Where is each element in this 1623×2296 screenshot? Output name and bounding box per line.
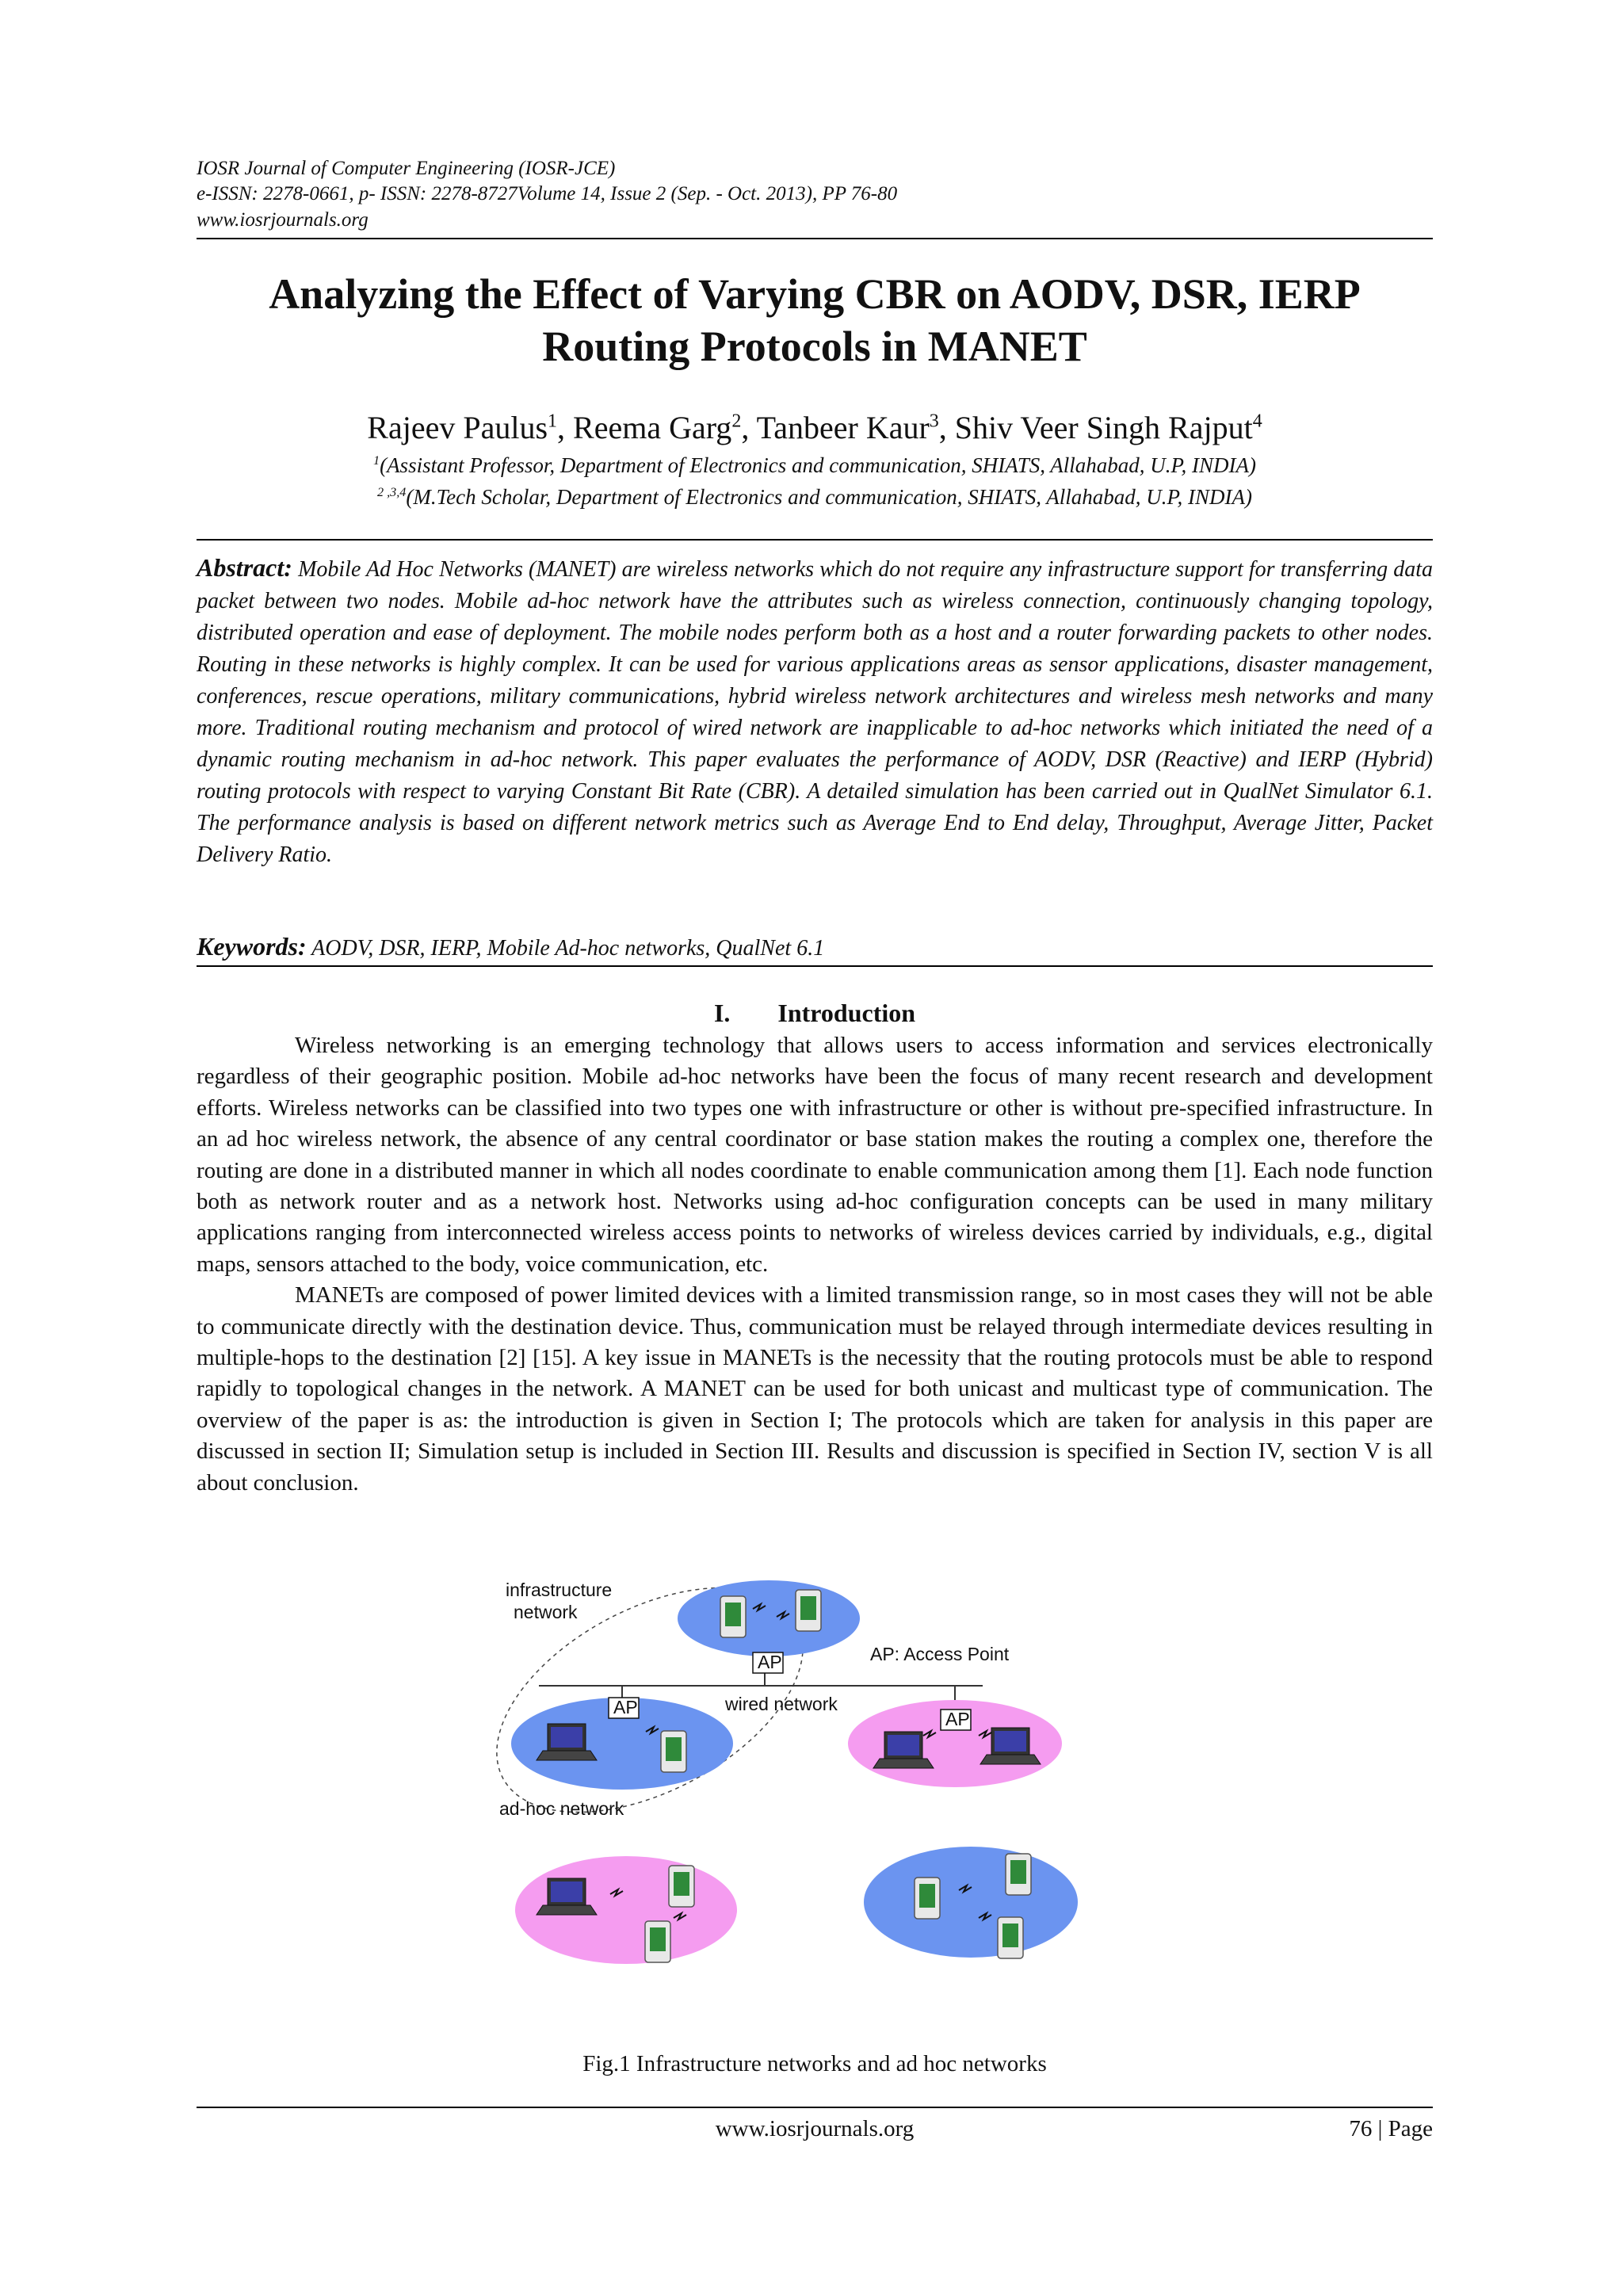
footer-page-number: 76 | Page bbox=[1349, 2116, 1433, 2141]
pda-icon bbox=[720, 1596, 746, 1637]
author-sup: 2 bbox=[731, 411, 742, 432]
author-sup: 1 bbox=[548, 411, 558, 432]
author-name: Shiv Veer Singh Rajput bbox=[954, 410, 1253, 445]
issn-line: e-ISSN: 2278-0661, p- ISSN: 2278-8727Volume 14, Issue 2 (Sep. - Oct. 2013), PP 76-80 bbox=[197, 183, 898, 204]
pda-icon bbox=[669, 1866, 694, 1907]
intro-paragraph-2: MANETs are composed of power limited devices with a limited transmission range, so in most cases they will not be able to communicate directly with the destination device. Thus, communication must be relayed through intermediate devices resulting in multiple-hops to the destination [2] [15]. A key issue in MANETs is the necessity that the routing protocols must be able to respond rapidly to topological changes in the network. A MANET can be used for both unicast and multicast type of communication. The overview of the paper is as: the introduction is given in Section I; The protocols which are taken for analysis in this paper are discussed in section II; Simulation setup is included in Section III. Results and discussion is specified in Section IV, section V is all about conclusion. bbox=[197, 1282, 1433, 1496]
pda-icon bbox=[796, 1590, 821, 1631]
abstract-bottom-rule bbox=[197, 965, 1433, 967]
affiliation-2: $^{2 ,3,4}$(M.Tech Scholar, Department of Electronics and communication, SHIATS, Allahabad, U.P, INDIA) bbox=[376, 485, 1253, 509]
pda-icon bbox=[645, 1921, 670, 1962]
adhoc-cell-right bbox=[864, 1847, 1078, 1958]
author-list: Rajeev Paulus$^1$, Reema Garg$^2$, Tanbeer Kaur$^3$, Shiv Veer Singh Rajput$^4$ bbox=[367, 410, 1262, 445]
figure-network-diagram bbox=[491, 1577, 1141, 2005]
figure-caption: Fig.1 Infrastructure networks and ad hoc networks bbox=[582, 2051, 1047, 2076]
title-line-2: Routing Protocols in MANET bbox=[542, 323, 1087, 370]
keywords bbox=[197, 930, 1433, 965]
intro-body bbox=[197, 1030, 1433, 1499]
abstract-text: Mobile Ad Hoc Networks (MANET) are wireless networks which do not require any infrastructure support for transferring data packet between two nodes. Mobile ad-hoc network have the attributes such as wireless connection, continuously changing topology, distributed operation and ease of deployment. The mobile nodes perform both as a host and a router forwarding packets to other nodes. Routing in these networks is highly complex. It can be used for various applications areas as sensor applications, disaster management, conferences, rescue operations, military communications, hybrid wireless network architectures and wireless mesh networks and many more. Traditional routing mechanism and protocol of wired network are inapplicable to ad-hoc networks which initiated the need of a dynamic routing mechanism in ad-hoc network. This paper evaluates the performance of AODV, DSR (Reactive) and IERP (Hybrid) routing protocols with respect to varying Constant Bit Rate (CBR). A detailed simulation has been carried out in QualNet Simulator 6.1. The performance analysis is based on different network metrics such as Average End to End delay, Throughput, Average Jitter, Packet Delivery Ratio. bbox=[197, 557, 1434, 867]
author-sup: 3 bbox=[929, 411, 939, 432]
section-number: I. bbox=[713, 999, 731, 1027]
title-line-1: Analyzing the Effect of Varying CBR on AODV, DSR, IERP bbox=[269, 270, 1361, 318]
journal-website[interactable]: www.iosrjournals.org bbox=[197, 209, 369, 231]
label-network: network bbox=[514, 1602, 578, 1622]
abstract-label: Abstract: bbox=[197, 553, 292, 582]
affiliation-1: $^1$(Assistant Professor, Department of Electronics and communication, SHIATS, Allahabad, U.P, INDIA) bbox=[372, 453, 1256, 477]
label-wired-network: wired network bbox=[725, 1694, 838, 1714]
author-name: Rajeev Paulus bbox=[367, 410, 548, 445]
abstract-top-rule bbox=[197, 539, 1433, 541]
ap-label: AP bbox=[613, 1697, 638, 1717]
keywords-text: AODV, DSR, IERP, Mobile Ad-hoc networks, QualNet 6.1 bbox=[311, 936, 825, 961]
section-title: Introduction bbox=[777, 999, 916, 1027]
pda-icon bbox=[1006, 1854, 1031, 1895]
footer-rule bbox=[197, 2107, 1433, 2108]
ap-label: AP bbox=[945, 1709, 970, 1729]
label-adhoc-network: ad-hoc network bbox=[499, 1798, 624, 1819]
header-rule bbox=[197, 238, 1433, 239]
journal-name: IOSR Journal of Computer Engineering (IOSR-JCE) bbox=[197, 158, 616, 179]
paper-title bbox=[197, 268, 1433, 372]
footer-url[interactable]: www.iosrjournals.org bbox=[715, 2116, 915, 2141]
section-heading bbox=[197, 999, 1433, 1028]
label-ap-legend: AP: Access Point bbox=[870, 1644, 1010, 1664]
author-sup: 4 bbox=[1252, 411, 1262, 432]
pda-icon bbox=[915, 1878, 940, 1919]
ap-label: AP bbox=[758, 1652, 782, 1672]
author-name: Reema Garg bbox=[573, 410, 732, 445]
keywords-label: Keywords: bbox=[197, 932, 307, 961]
author-name: Tanbeer Kaur bbox=[756, 410, 930, 445]
abstract bbox=[197, 552, 1433, 871]
intro-paragraph-1: Wireless networking is an emerging technology that allows users to access information and services electronically regardless of their geographic position. Mobile ad-hoc networks have been the focus of many recent research and development efforts. Wireless networks can be classified into two types one with infrastructure or other is without pre-specified infrastructure. In an ad hoc wireless network, the absence of any central coordinator or base station makes the routing a complex one, therefore the routing are done in a distributed manner in which all nodes coordinate to enable communication among them [1]. Each node function both as network router and as a network host. Networks using ad-hoc configuration concepts can be used in many military applications ranging from interconnected wireless access points to networks of wireless devices carried by individuals, e.g., digital maps, sensors attached to the body, voice communication, etc. bbox=[197, 1033, 1433, 1277]
label-infrastructure: infrastructure bbox=[506, 1580, 613, 1600]
top-cell bbox=[678, 1580, 860, 1656]
pda-icon bbox=[661, 1731, 686, 1772]
pda-icon bbox=[998, 1917, 1023, 1958]
